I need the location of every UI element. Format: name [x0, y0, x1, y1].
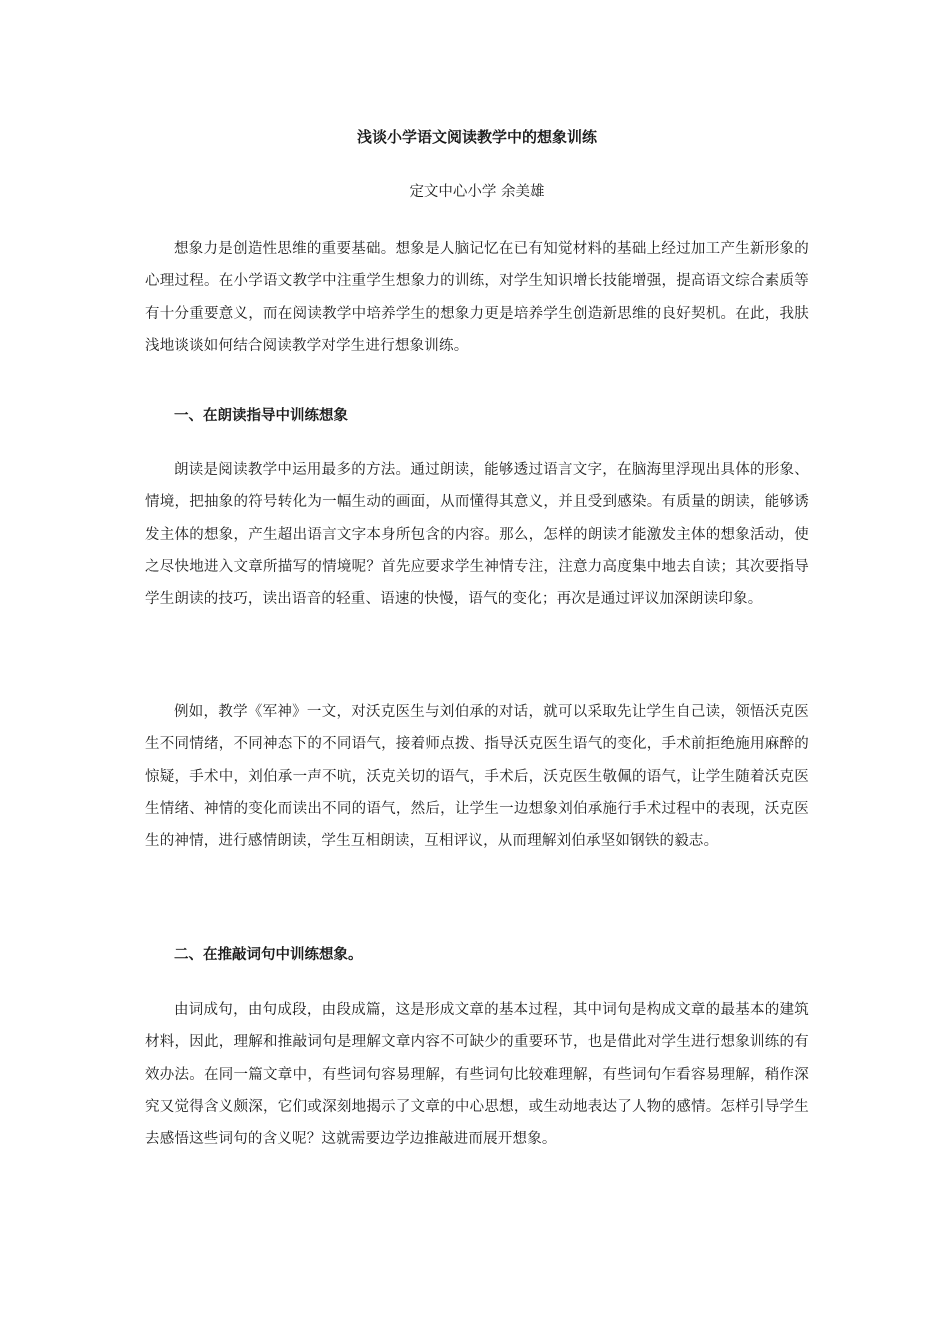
section-heading-wording: 二、在推敲词句中训练想象。: [174, 947, 363, 963]
document-title: 浅谈小学语文阅读教学中的想象训练: [356, 128, 597, 146]
section-heading-reading: 一、在朗读指导中训练想象: [174, 408, 348, 424]
paragraph-reading-method: 朗读是阅读教学中运用最多的方法。通过朗读，能够透过语言文字，在脑海里浮现出具体的形象、情境，把抽象的符号转化为一幅生动的画面，从而懂得其意义，并且受到感染。有质量的朗读，能够诱发主体的想象，产生超出语言文字本身所包含的内容。那么，怎样的朗读才能激发主体的想象活动，使之尽快地进入文章所描写的情境呢？首先应要求学生神情专注，注意力高度集中地去自读；其次要指导学生朗读的技巧，读出语音的轻重、语速的快慢，语气的变化；再次是通过评议加深朗读印象。: [145, 462, 809, 608]
document-author: 定文中心小学 余美雄: [409, 184, 545, 200]
paragraph-intro: 想象力是创造性思维的重要基础。想象是人脑记忆在已有知觉材料的基础上经过加工产生新形象的心理过程。在小学语文教学中注重学生想象力的训练，对学生知识增长技能增强，提高语文综合素质等有十分重要意义，而在阅读教学中培养学生的想象力更是培养学生创造新思维的良好契机。在此，我肤浅地谈谈如何结合阅读教学对学生进行想象训练。: [145, 241, 809, 354]
paragraph-wording: 由词成句，由句成段，由段成篇，这是形成文章的基本过程，其中词句是构成文章的最基本的建筑材料，因此，理解和推敲词句是理解文章内容不可缺少的重要环节，也是借此对学生进行想象训练的有效办法。在同一篇文章中，有些词句容易理解，有些词句比较难理解，有些词句乍看容易理解，稍作深究又觉得含义颇深，它们或深刻地揭示了文章的中心思想，或生动地表达了人物的感情。怎样引导学生去感悟这些词句的含义呢？这就需要边学边推敲进而展开想象。: [145, 1002, 809, 1148]
paragraph-reading-example: 例如，教学《军神》一文，对沃克医生与刘伯承的对话，就可以采取先让学生自己读，领悟沃克医生不同情绪，不同神态下的不同语气，接着师点拨、指导沃克医生语气的变化，手术前拒绝施用麻醉的惊疑，手术中，刘伯承一声不吭，沃克关切的语气，手术后，沃克医生敬佩的语气，让学生随着沃克医生情绪、神情的变化而读出不同的语气，然后，让学生一边想象刘伯承施行手术过程中的表现，沃克医生的神情，进行感情朗读，学生互相朗读，互相评议，从而理解刘伯承坚如钢铁的毅志。: [145, 704, 809, 850]
